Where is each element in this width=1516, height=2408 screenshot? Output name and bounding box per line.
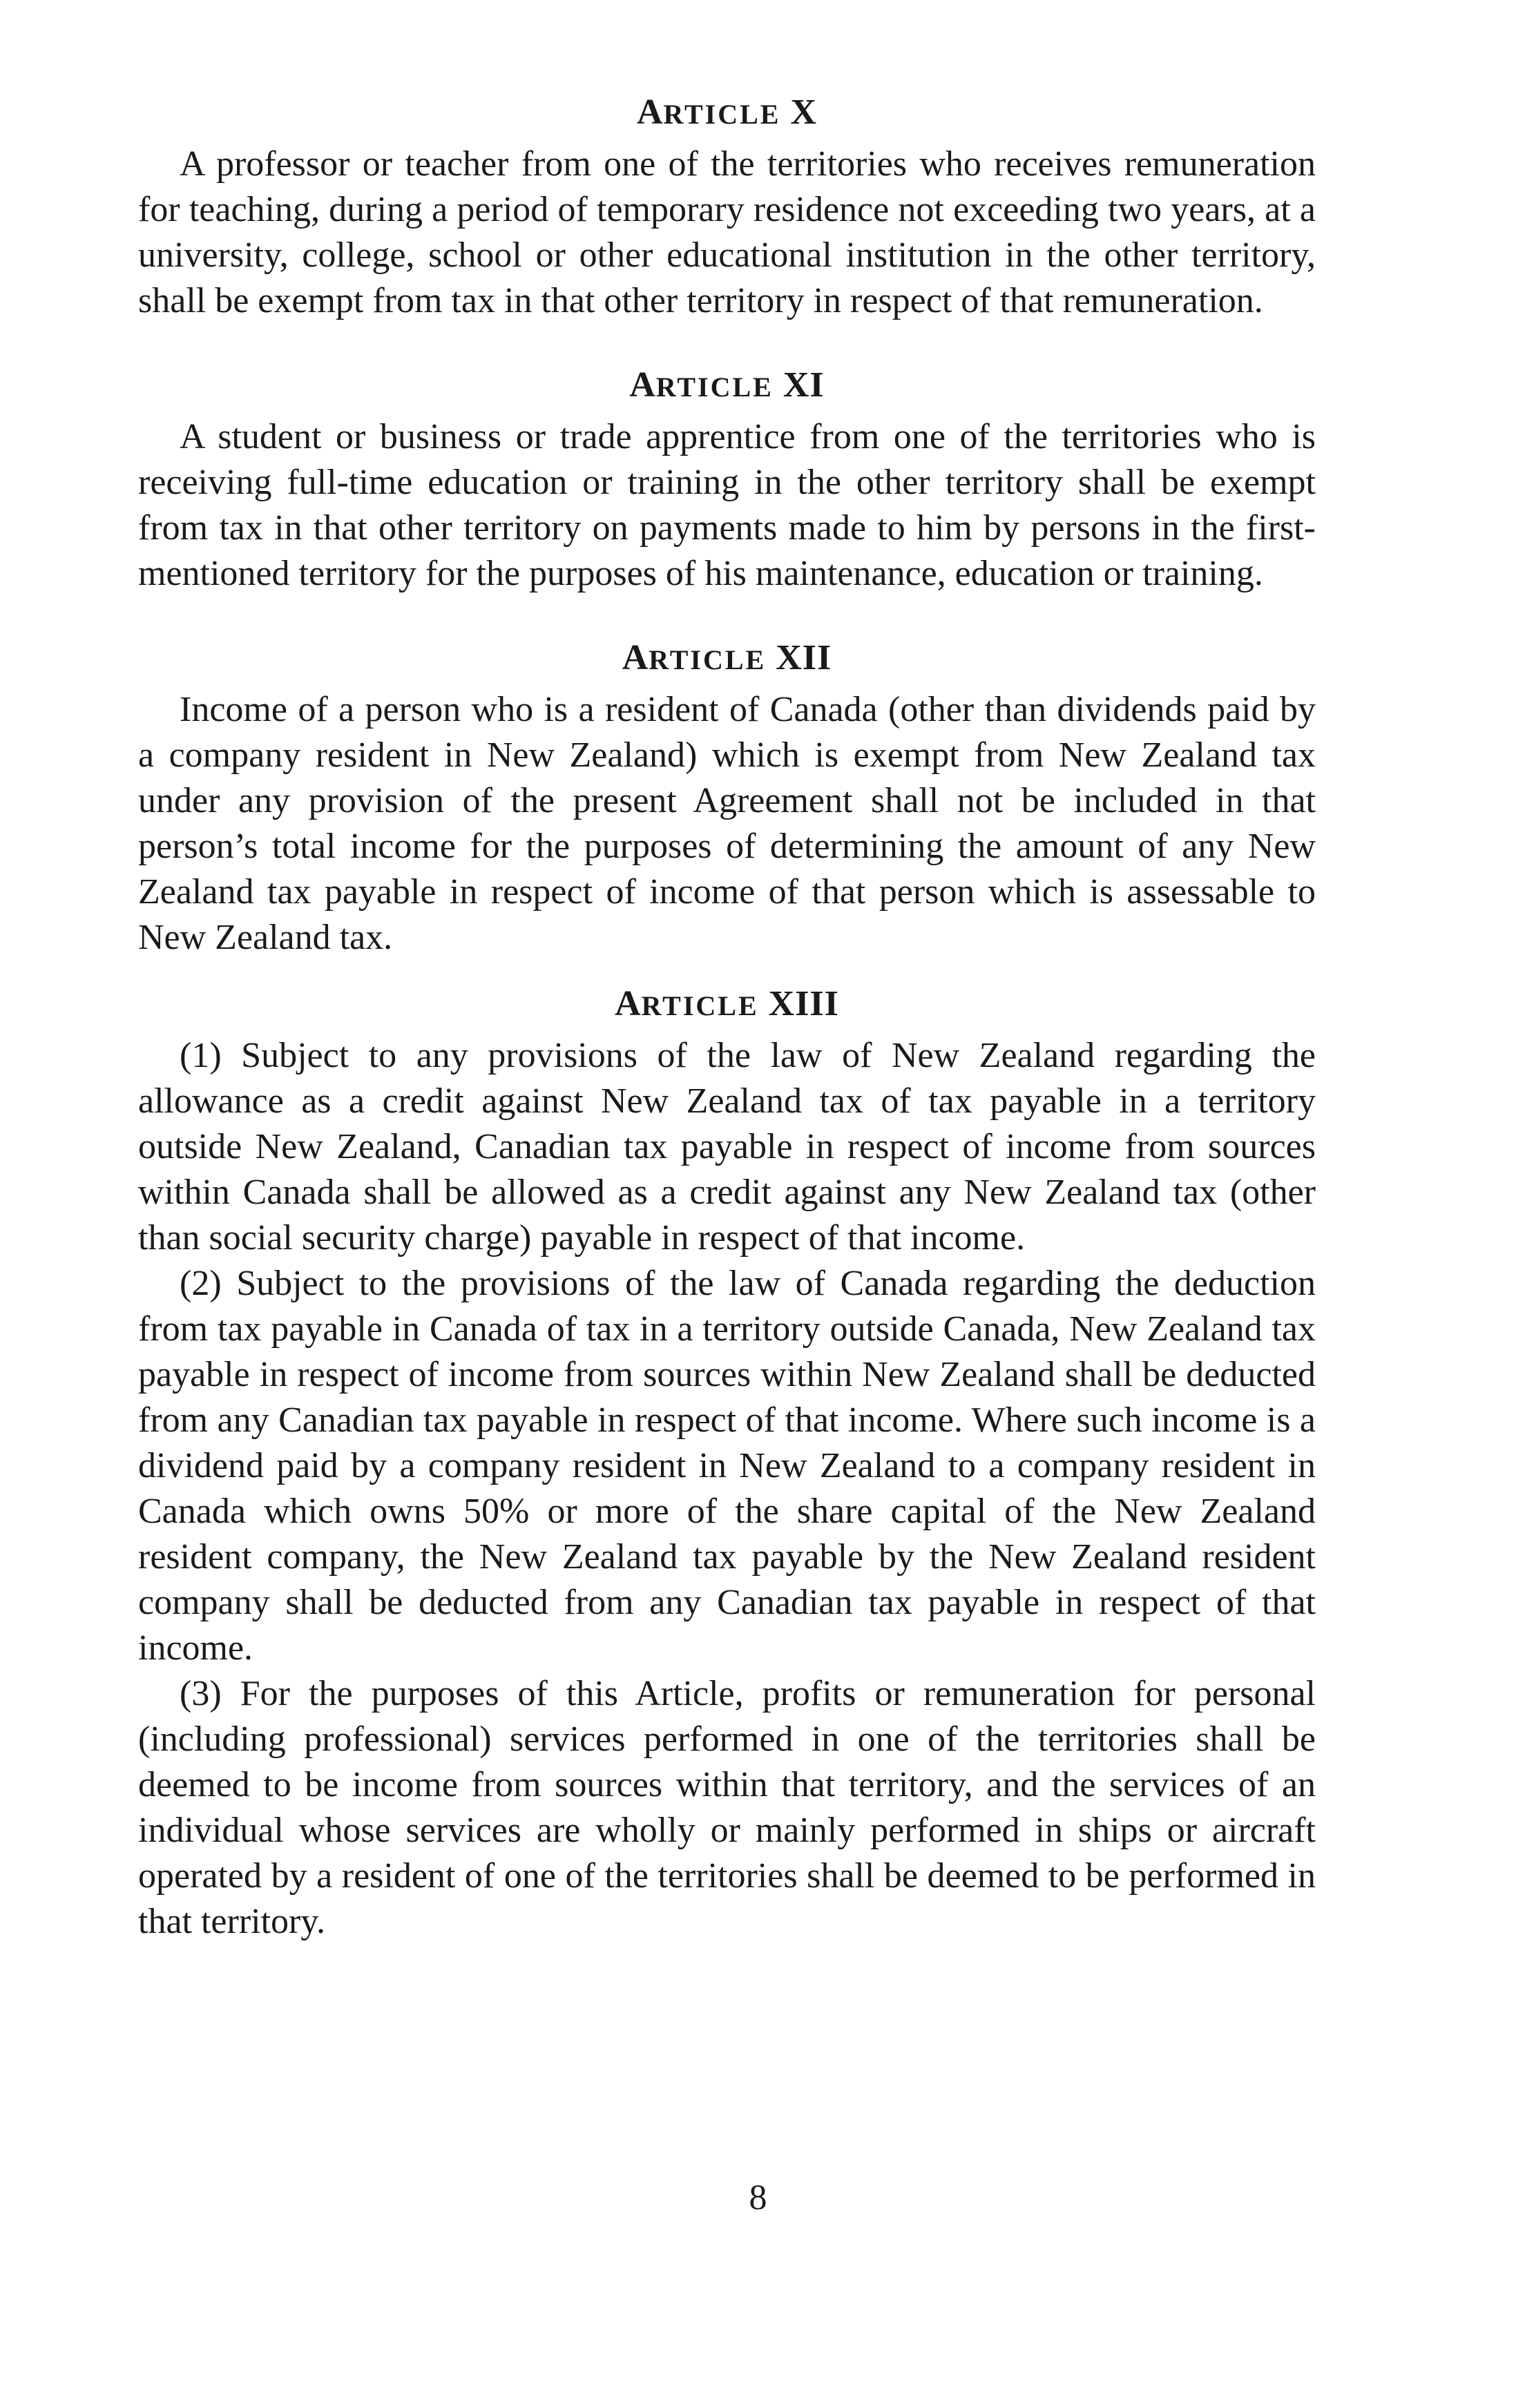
article-subparagraph-1: (1) Subject to any provisions of the law of New Zealand regarding the allowance as a credit against New Zealand tax of tax payable in a territory outside New Zealand, Canadian tax payable in respect of income from sources within Canada shall be allowed as a credit against any New Zealand tax (other than social security charge) payable in respect of that income. [138,1036,1316,1258]
article-heading [138,635,1316,683]
heading-smallcaps: RTICLE [663,99,781,130]
heading-initial: A [629,365,656,405]
heading-smallcaps: RTICLE [641,990,759,1021]
article-heading [138,363,1316,410]
heading-numeral: X [790,93,818,132]
heading-smallcaps: RTICLE [655,372,774,403]
heading-initial: A [622,638,649,677]
article-paragraph: A student or business or trade apprentice from one of the territories who is receiving full-time education or training in the other territory shall be exempt from tax in that other territory on payments made to him by persons in the first-mentioned territory for the purposes of his maintenance, education or training. [138,417,1316,593]
heading-numeral: XIII [768,984,839,1023]
article-xiii [138,981,1316,1945]
article-paragraph: A professor or teacher from one of the territories who receives remuneration for teaching, during a period of temporary residence not exceeding two years, at a university, college, school or other educational institution in the other territory, shall be exempt from tax in that other territory in respect of that remuneration. [138,144,1316,320]
article-paragraph: Income of a person who is a resident of Canada (other than dividends paid by a company resident in New Zealand) which is exempt from New Zealand tax under any provision of the present Agreement shall not be included in that person’s total income for the purposes of determining the amount of any New Zealand tax payable in respect of income of that person which is assessable to New Zealand tax. [138,690,1316,957]
heading-numeral: XII [776,638,832,677]
heading-initial: A [615,984,642,1023]
article-subparagraph-3: (3) For the purposes of this Article, profits or remuneration for personal (including professional) services performed in one of the territories shall be deemed to be income from sources within that territory, and the services of an individual whose services are wholly or mainly performed in ships or aircraft operated by a resident of one of the territories shall be deemed to be performed in that territory. [138,1674,1316,1941]
article-heading [138,90,1316,137]
article-x [138,90,1316,324]
article-xii [138,635,1316,961]
heading-smallcaps: RTICLE [649,644,767,675]
heading-numeral: XI [783,365,825,405]
article-heading [138,981,1316,1029]
heading-initial: A [636,93,664,132]
page-number: 8 [749,2178,767,2217]
article-xi [138,363,1316,597]
article-subparagraph-2: (2) Subject to the provisions of the law of Canada regarding the deduction from tax payable in Canada of tax in a territory outside Canada, New Zealand tax payable in respect of income from sources within New Zealand shall be deducted from any Canadian tax payable in respect of that income. Where such income is a dividend paid by a company resident in New Zealand to a company resident in Canada which owns 50% or more of the share capital of the New Zealand resident company, the New Zealand tax payable by the New Zealand resident company shall be deducted from any Canadian tax payable in respect of that income. [138,1264,1316,1668]
